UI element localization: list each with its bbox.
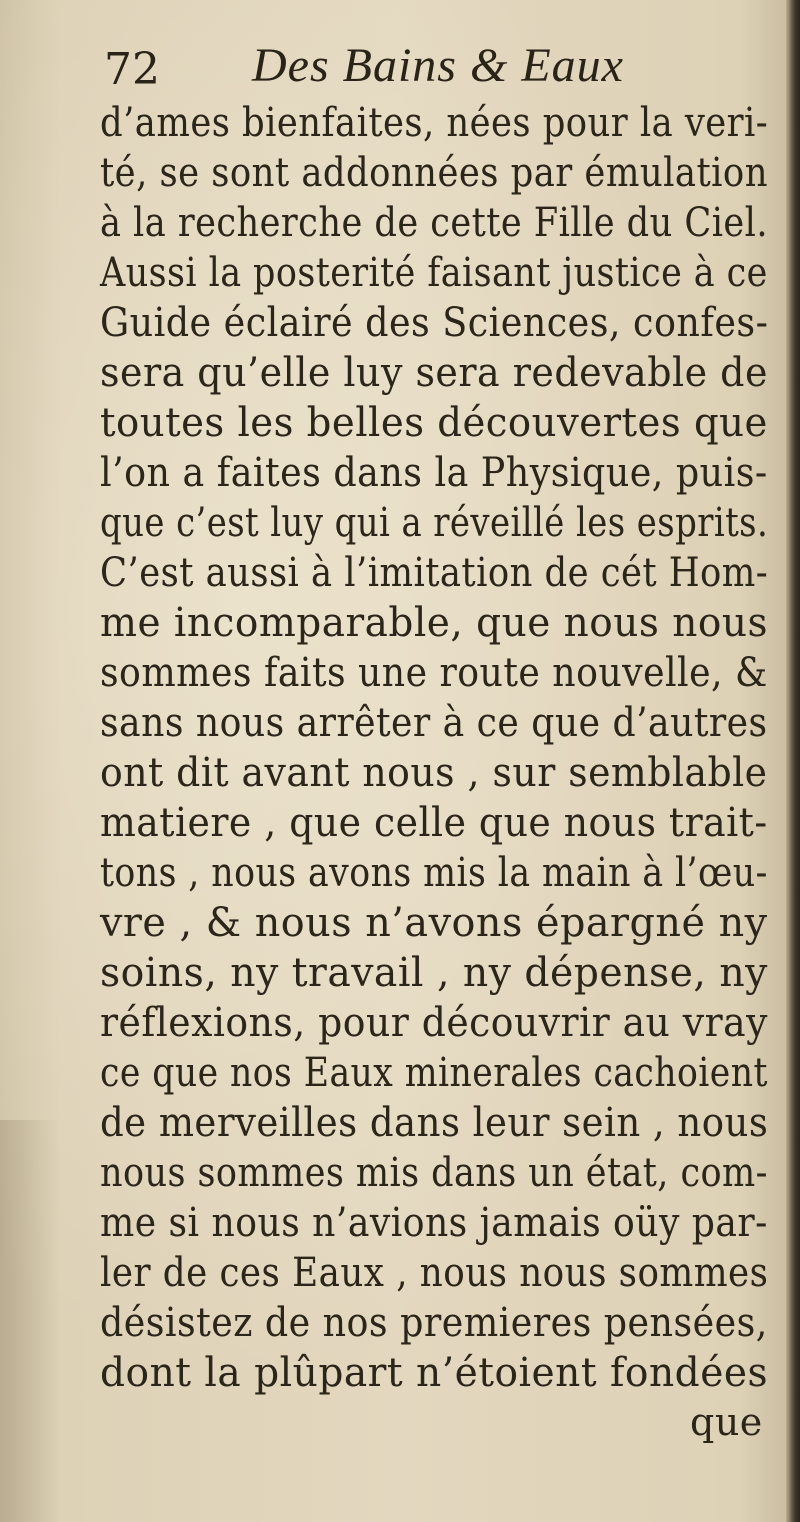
text-line: C’est aussi à l’imitation de cét Hom- [100, 550, 769, 596]
text-line: sera qu’elle luy sera redevable de [100, 350, 768, 396]
text-line: ont dit avant nous , sur semblable [100, 750, 768, 796]
text-line: matiere , que celle que nous trait- [100, 800, 768, 846]
text-line: toutes les belles découvertes que [100, 400, 768, 446]
text-line: Guide éclairé des Sciences, confes- [100, 300, 769, 346]
page-number: 72 [104, 44, 160, 95]
text-line: Aussi la posterité faisant justice à ce [100, 250, 768, 296]
text-line: me si nous n’avions jamais oüy par- [100, 1200, 768, 1246]
catchword: que [690, 1400, 763, 1444]
text-line: sommes faits une route nouvelle, & [100, 650, 768, 696]
text-line: réflexions, pour découvrir au vray [100, 1000, 768, 1046]
text-line: à la recherche de cette Fille du Ciel. [100, 200, 768, 246]
running-title: Des Bains & Eaux [252, 39, 624, 92]
text-line: de merveilles dans leur sein , nous [100, 1100, 769, 1146]
text-line: ce que nos Eaux minerales cachoient [100, 1050, 768, 1096]
text-line: d’ames bienfaites, nées pour la veri- [100, 100, 769, 146]
text-line: me incomparable, que nous nous [100, 600, 768, 646]
text-line: que c’est luy qui a réveillé les esprits. [100, 500, 769, 546]
text-line: tons , nous avons mis la main à l’œu- [100, 850, 768, 896]
text-line: l’on a faites dans la Physique, puis- [100, 450, 768, 496]
text-line: nous sommes mis dans un état, com- [100, 1150, 768, 1196]
running-head [60, 38, 780, 100]
text-line: dont la plûpart n’étoient fondées [100, 1350, 769, 1396]
text-line: soins, ny travail , ny dépense, ny [100, 950, 768, 996]
text-line: sans nous arrêter à ce que d’autres [100, 700, 768, 746]
text-line: té, se sont addonnées par émulation [100, 150, 768, 196]
page-shadow [0, 1120, 60, 1522]
page-edge [786, 0, 800, 1522]
text-line: désistez de nos premieres pensées, [100, 1300, 768, 1346]
text-line: ler de ces Eaux , nous nous sommes [100, 1250, 769, 1296]
text-line: vre , & nous n’avons épargné ny [100, 900, 768, 946]
